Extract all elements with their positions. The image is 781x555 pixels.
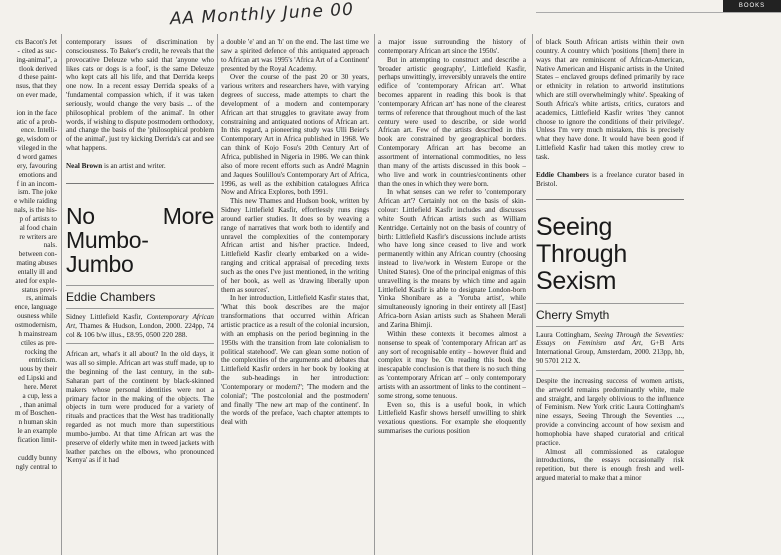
bib-title: Contemporary African Art (66, 312, 214, 330)
cropped-line: rocking the (24, 347, 57, 356)
bib-rule (66, 343, 214, 344)
column-rule (217, 34, 218, 555)
reviewer-bio: is a freelance curator based in Bristol. (536, 170, 684, 188)
cropped-line: h mainstream (18, 329, 57, 338)
section-tab: BOOKS (723, 0, 781, 12)
headline-rule (536, 303, 684, 304)
cropped-line: - cited as suc- (17, 46, 57, 55)
cropped-line: atic of a prob- (16, 117, 57, 126)
bib-author: Laura Cottingham, (536, 330, 595, 339)
paragraph: Even so, this is a useful book, in which Littlefield Kasfir shows herself unwilling to shirk vexatious questions. For example she eloquently summarises the curious position (378, 400, 526, 436)
bib-details: , Thames & Hudson, London, 2000. 224pp, 74 col & 106 b/w illus., £8.95, 0500 220 288. (66, 321, 214, 339)
cropped-line: d these paint- (18, 73, 57, 82)
cropped-line: re writers are (19, 232, 57, 241)
byline-rule (66, 308, 214, 309)
column-1 (66, 38, 214, 465)
cropped-line: al food chain (19, 223, 57, 232)
bib-title: Seeing Through the Seventies: Essays on Feminism and Art (536, 330, 684, 348)
cropped-line: e while raiding (14, 197, 57, 206)
column-rule (374, 34, 375, 555)
cropped-line: ge, wisdom or (16, 135, 57, 144)
column-2 (221, 38, 369, 427)
cropped-text-lines (0, 38, 57, 471)
cropped-line: ctiles as pre- (20, 338, 57, 347)
column-4-inner (536, 38, 684, 483)
cropped-line: ngly central to (15, 462, 57, 471)
cropped-line: entally ill and (17, 267, 57, 276)
bib-author: Sidney Littlefield Kasfir, (66, 312, 147, 321)
bib-details: , G+B Arts International Group, Amsterdam, 2000. 213pp, hb, 90 5701 212 X. (536, 339, 684, 366)
book-bibliography (66, 313, 214, 340)
article-divider (536, 199, 684, 200)
cropped-line: a cup, less a (22, 391, 57, 400)
cropped-line: entricism. (28, 356, 57, 365)
cropped-line: ism. The joke (18, 188, 57, 197)
paragraph: This new Thames and Hudson book, written by Sidney Littlefield Kasfir, effortlessly runs rings around earlier studies. It does so by weaving a range of narratives that work both to identify and unravel the complexities of the contemporary African artist and his/her practice. Indeed, Littlefield Kasfir clearly embarked on a wide-ranging and critical appraisal of preceding texts such as the ones I've just mentioned, in the writing of her book, as well as 'drawing liberally upon them as sources'. (221, 197, 369, 294)
article-headline: No More Mumbo-Jumbo (66, 202, 214, 277)
cropped-line: cuddly bunny (17, 453, 57, 462)
cropped-line: p of artists to (19, 214, 57, 223)
article-headline: Seeing Through Sexism (536, 212, 628, 295)
paragraph: In her introduction, Littlefield Kasfir states that, 'What this book describes are the major transformations that occurred within African artistic practice as a result of the colonial incursion, with an emphasis on the period beginning in the 1950s with the transition from late colonialism to political statehood'. We can glean some notion of the complexities of the arguments and debates that Littlefield Kasfir orders in her book by looking at the sub-headings in her introduction: 'Contemporary or modern?'; 'The modern and the colonial'; 'The postcolonial and the postmodern' and finally 'The new art map of the continent'. In the words of the preface, 'each chapter attempts to deal with (221, 294, 369, 427)
cropped-line: uous by their (19, 365, 57, 374)
cropped-line: on ever made, (16, 91, 57, 100)
column-4 (536, 38, 760, 483)
cropped-line: n human skin (18, 418, 57, 427)
cropped-line: ion in the face (16, 108, 57, 117)
byline-rule (536, 326, 684, 327)
paragraph: contemporary issues of discrimination by consciousness. To Baker's credit, he reveals that the provocative Deleuze who said that 'anyone who likes cats or dogs is a fool', is the same Deleuze who kept cats all his life, and that Derrida keeps one now. In a recent essay Derrida speaks of a 'fundamental compassion which, if it was taken seriously, would change the very basis ... of the philosophical problem of the animal'. In other words, if wishing to dispute postmodern orthodoxy, and change the basis of the 'philosophical problem of the animal', just try kicking Derrida's cat and see what happens. (66, 38, 214, 153)
article-byline: Eddie Chambers (66, 289, 156, 304)
column-cropped-left (0, 38, 57, 471)
cropped-line: between con- (18, 250, 57, 259)
cropped-line: ence. Intelli- (20, 126, 57, 135)
cropped-line: ery, favouring (17, 161, 57, 170)
cropped-line: ed Lipski and (18, 374, 57, 383)
cropped-line: mating abuses (16, 259, 57, 268)
paragraph: Over the course of the past 20 or 30 years, various writers and researchers have, with varying degrees of success, made attempts to chart the development of a modern and contemporary African art that struggles to gravitate away from constraining and antiquated notions of African art. In this regard, a pioneering study was Ulli Beier's Contemporary Art in Africa published in 1968. We can think of Kojo Fosu's 20th Century Art of Africa, published in Nigeria in 1986. We can think also of more recent efforts such as André Magnin and Jaques Soulillou's Contemporary Art of Africa, 1996, as well as the exhibition catalogues Africa Now and Africa Explores, both 1991. (221, 73, 369, 197)
paragraph: of black South African artists within their own country. A country which 'positions [them] there in ways that are reminiscent of African-American, Native American and Hispanic artists in the United States – enclaved groups defined primarily by race or ethnicity in relation to artworld institutions which are still overwhelmingly white'. Speaking of South Africa's white artists, critics, curators and academics, Littlefield Kasfir writes 'they cannot choose to ignore the conditions of their privilege'. Unless I'm very much mistaken, this is precisely what they have done. It would have been good if Littlefield Kasfir had taken this motley crew to task. (536, 38, 684, 161)
cropped-line: d word games (16, 152, 57, 161)
reviewer-bio: is an artist and writer. (102, 161, 166, 170)
handwritten-annotation: AA Monthly June 00 (169, 0, 355, 30)
column-rule (532, 34, 533, 555)
paragraph: But in attempting to construct and describe a 'broader artistic geography', Littlefield Kasfir, perhaps unwittingly, irreversibly unravels the entire edifice of 'contemporary African art'. What becomes apparent in reading this book is that 'contemporary African art' has none of the clearest terms of reference that throughout much of the last century were used to describe, or side world African art. Few of the artists described in this book are constrained by geographical borders. Contemporary African art has become an assortment of international commodities, no less than many of the artists discussed in this book – who live and work in countries/continents other than the ones in which they were born. (378, 55, 526, 188)
cropped-line: , than animal (19, 400, 57, 409)
cropped-line: here. Meret (24, 382, 57, 391)
book-bibliography (536, 331, 684, 366)
cropped-line: ated for exple- (15, 276, 57, 285)
cropped-line: fication limit- (17, 435, 57, 444)
reviewer-name: Neal Brown (66, 161, 103, 170)
cropped-line: f in an incom- (16, 179, 57, 188)
cropped-line: nsus, that they (15, 82, 57, 91)
cropped-line: tlook derived (19, 64, 57, 73)
cropped-line: nals, is the his- (14, 206, 57, 215)
cropped-line: m of Boschen- (14, 409, 57, 418)
paragraph: African art, what's it all about? In the old days, it was all so simple. African art was stuff made, up to the beginning of the last century, in the sub-Saharan part of the continent by black-skinned makers whose personal identities were not a primary factor in the making of the objects. The objects in turn were produced for a variety of rituals and practices that the West has traditionally regarded as not much more than superstitious mumbo-jumbo. At that time African art was the preserve of elderly white men in tweed jackets with leather patches on the elbows, who pronounced 'Kenya' as if it had (66, 350, 214, 465)
paragraph: Despite the increasing success of women artists, the artworld remains predominantly white, male and straight, and largely oblivious to the influence of Feminism. New York critic Laura Cottingham's nine essays, Seeing Through the Seventies ..., provide a convincing account of how sexism and homophobia have shaped curatorial and critical practice. (536, 376, 684, 447)
reviewer-note (66, 162, 214, 171)
cropped-line: status previ- (21, 285, 57, 294)
reviewer-note (536, 171, 684, 189)
paragraph: In what senses can we refer to 'contemporary African art'? Certainly not on the basis of skin-colour: Littlefield Kasfir includes and discusses white South African artists such as William Kentridge. Certainly not on the basis of country of birth: Littlefield Kasfir's discussions include artists who have long since ceased to live and work permanently within any African country (choosing instead to live/work in Western Europe or the United States). One of the principal enigmas of this unravelling is the means by which time and again Littlefield Kasfir is able to designate London-born Yinka Shonibare as a 'Yoruba artist', while simultaneously ignoring in their entirety all [East] Africa-born Asian artists such as Shaheen Merali and Zarina Bhimji. (378, 188, 526, 329)
cropped-line: ousness while (17, 312, 57, 321)
cropped-line: rs, animals (26, 294, 57, 303)
cropped-line: emotions and (18, 170, 57, 179)
bib-rule (536, 370, 684, 371)
cropped-line: nals. (43, 241, 57, 250)
column-rule (61, 34, 62, 555)
paragraph: a double 'e' and an 'h' on the end. The last time we saw a spirited defence of this antiquated approach to African art was 1995's 'Africa Art of a Continent' presented by the Royal Academy. (221, 38, 369, 73)
cropped-line: vileged in the (18, 144, 57, 153)
paragraph: Almost all commissioned as catalogue introductions, the essays occasionally risk repetition, but there is enough fresh and well-argued material to make that a minor (536, 447, 684, 483)
column-3 (378, 38, 526, 436)
cropped-line: le an example (17, 427, 57, 436)
reviewer-name: Eddie Chambers (536, 170, 589, 179)
cropped-line: cts Bacon's Jet (15, 38, 57, 46)
headline-rule (66, 285, 214, 286)
cropped-line: ostmodernism, (14, 321, 57, 329)
article-byline: Cherry Smyth (536, 307, 610, 322)
cropped-line: ing-animal", a (16, 55, 57, 64)
cropped-line (0, 100, 57, 109)
cropped-line (0, 445, 57, 454)
top-rule (536, 12, 781, 13)
paragraph: Within these contexts it becomes almost a nonsense to speak of 'contemporary African art' as any sort of recognisable entity – however fluid and complex it may be. On reading this book the inescapable conclusion is that there is no such thing as 'contemporary African art' – only contemporary artists with an assortment of links to the continent – some strong, some tenuous. (378, 329, 526, 400)
cropped-line: ence, language (14, 303, 57, 312)
article-divider (66, 183, 214, 184)
paragraph: a major issue surrounding the history of contemporary African art since the 1950s'. (378, 38, 526, 55)
